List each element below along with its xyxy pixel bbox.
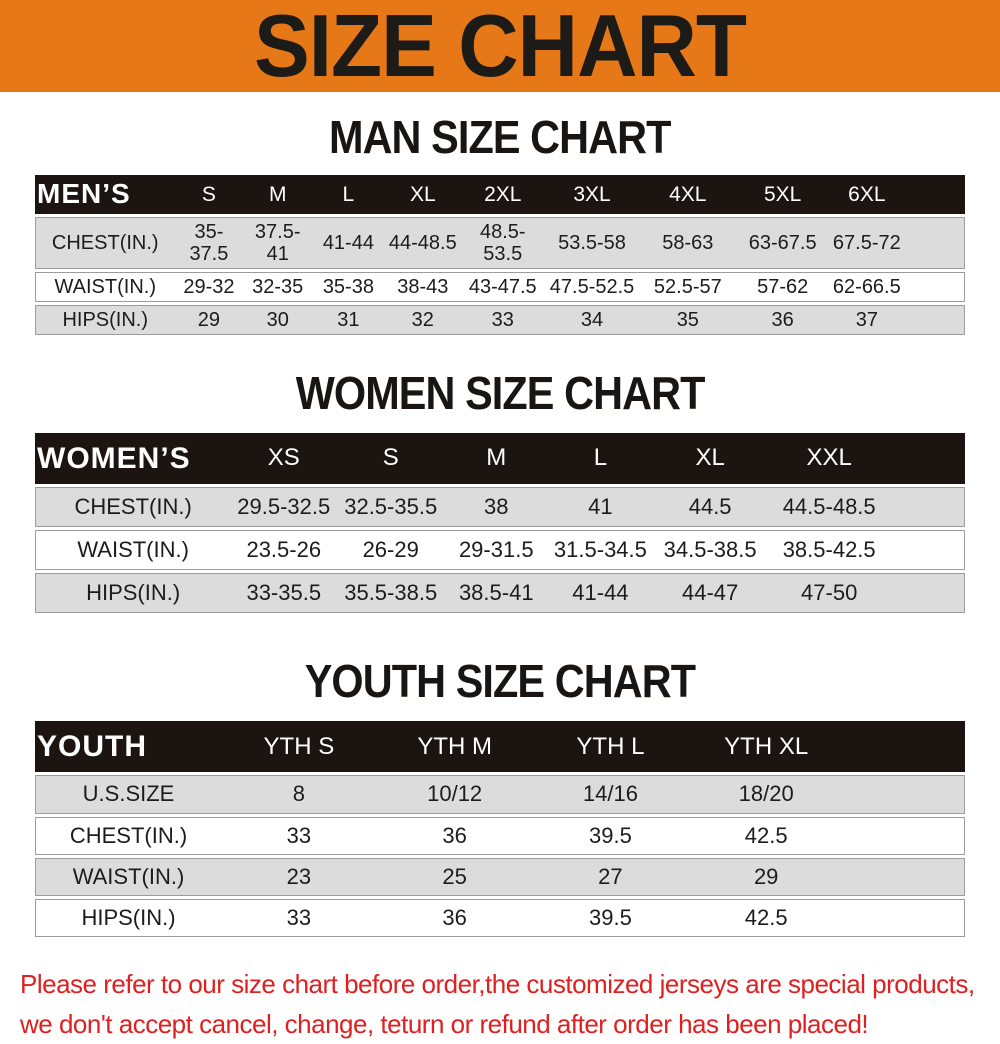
size-value-cell: 38-43 xyxy=(385,272,461,302)
size-chart-banner xyxy=(0,0,1000,95)
size-value-cell: 48.5-53.5 xyxy=(461,217,545,269)
size-value-cell: 37 xyxy=(829,305,904,335)
size-value-cell: 44-48.5 xyxy=(385,217,461,269)
row-filler-cell xyxy=(844,775,965,813)
size-value-cell: 30 xyxy=(243,305,312,335)
size-value-cell: 39.5 xyxy=(533,899,689,937)
order-policy-note xyxy=(20,964,1000,1044)
women-header-row xyxy=(35,433,965,484)
table-row xyxy=(35,487,965,527)
size-value-cell: 63-67.5 xyxy=(736,217,829,269)
size-value-cell: 43-47.5 xyxy=(461,272,545,302)
size-value-cell: 10/12 xyxy=(377,775,533,813)
size-value-cell: 29.5-32.5 xyxy=(230,487,337,527)
row-filler-cell xyxy=(844,858,965,896)
header-filler-cell xyxy=(844,721,965,772)
size-value-cell: 23.5-26 xyxy=(230,530,337,570)
size-value-cell: 57-62 xyxy=(736,272,829,302)
size-value-cell: 35.5-38.5 xyxy=(337,573,444,613)
size-value-cell: 33-35.5 xyxy=(230,573,337,613)
column-header: S xyxy=(175,175,244,214)
size-value-cell: 35-37.5 xyxy=(175,217,244,269)
size-value-cell: 38.5-42.5 xyxy=(768,530,891,570)
size-value-cell: 31.5-34.5 xyxy=(548,530,652,570)
table-row xyxy=(35,899,965,937)
header-filler-cell xyxy=(891,433,965,484)
row-label-cell: CHEST(IN.) xyxy=(35,217,175,269)
row-label-cell: HIPS(IN.) xyxy=(35,305,175,335)
size-value-cell: 8 xyxy=(221,775,377,813)
table-row xyxy=(35,858,965,896)
size-value-cell: 42.5 xyxy=(688,817,844,855)
table-title-cell: WOMEN’S xyxy=(35,433,230,484)
header-filler-cell xyxy=(905,175,966,214)
column-header: L xyxy=(548,433,652,484)
column-header: 5XL xyxy=(736,175,829,214)
size-value-cell: 34 xyxy=(545,305,640,335)
table-row xyxy=(35,272,965,302)
women-section-heading xyxy=(0,366,1000,419)
column-header: YTH M xyxy=(377,721,533,772)
table-row xyxy=(35,573,965,613)
table-row xyxy=(35,530,965,570)
size-value-cell: 39.5 xyxy=(533,817,689,855)
youth-section-heading-text: YOUTH SIZE CHART xyxy=(304,655,696,708)
size-value-cell: 35 xyxy=(639,305,736,335)
column-header: YTH L xyxy=(533,721,689,772)
row-filler-cell xyxy=(891,487,965,527)
size-value-cell: 44-47 xyxy=(652,573,767,613)
size-value-cell: 36 xyxy=(736,305,829,335)
column-header: L xyxy=(312,175,385,214)
size-value-cell: 31 xyxy=(312,305,385,335)
size-value-cell: 52.5-57 xyxy=(639,272,736,302)
size-value-cell: 23 xyxy=(221,858,377,896)
size-value-cell: 67.5-72 xyxy=(829,217,904,269)
men-size-table xyxy=(35,172,965,338)
size-value-cell: 38.5-41 xyxy=(444,573,548,613)
order-policy-line-1: Please refer to our size chart before order,the customized jerseys are special products, xyxy=(20,969,975,1000)
size-value-cell: 32-35 xyxy=(243,272,312,302)
size-value-cell: 33 xyxy=(461,305,545,335)
size-value-cell: 27 xyxy=(533,858,689,896)
row-filler-cell xyxy=(844,817,965,855)
size-value-cell: 44.5-48.5 xyxy=(768,487,891,527)
table-row xyxy=(35,775,965,813)
size-value-cell: 42.5 xyxy=(688,899,844,937)
youth-size-table xyxy=(35,718,965,940)
row-label-cell: HIPS(IN.) xyxy=(35,899,221,937)
women-size-table xyxy=(35,430,965,617)
column-header: XL xyxy=(385,175,461,214)
row-filler-cell xyxy=(891,573,965,613)
table-title-cell: YOUTH xyxy=(35,721,221,772)
row-filler-cell xyxy=(905,305,966,335)
row-label-cell: U.S.SIZE xyxy=(35,775,221,813)
size-value-cell: 33 xyxy=(221,817,377,855)
page-title: SIZE CHART xyxy=(253,0,747,95)
size-value-cell: 38 xyxy=(444,487,548,527)
man-section-heading-text: MAN SIZE CHART xyxy=(329,111,671,163)
size-value-cell: 29-32 xyxy=(175,272,244,302)
column-header: XL xyxy=(652,433,767,484)
column-header: M xyxy=(243,175,312,214)
youth-section-heading xyxy=(0,655,1000,708)
row-label-cell: CHEST(IN.) xyxy=(35,817,221,855)
row-label-cell: CHEST(IN.) xyxy=(35,487,230,527)
column-header: YTH XL xyxy=(688,721,844,772)
column-header: M xyxy=(444,433,548,484)
row-filler-cell xyxy=(905,217,966,269)
size-value-cell: 58-63 xyxy=(639,217,736,269)
column-header: 6XL xyxy=(829,175,904,214)
table-title-cell: MEN’S xyxy=(35,175,175,214)
women-section-heading-text: WOMEN SIZE CHART xyxy=(295,366,705,419)
size-value-cell: 41 xyxy=(548,487,652,527)
size-value-cell: 47.5-52.5 xyxy=(545,272,640,302)
size-value-cell: 62-66.5 xyxy=(829,272,904,302)
table-row xyxy=(35,817,965,855)
row-filler-cell xyxy=(905,272,966,302)
table-row xyxy=(35,217,965,269)
size-value-cell: 47-50 xyxy=(768,573,891,613)
size-value-cell: 29 xyxy=(175,305,244,335)
size-value-cell: 36 xyxy=(377,899,533,937)
size-value-cell: 41-44 xyxy=(548,573,652,613)
row-label-cell: WAIST(IN.) xyxy=(35,272,175,302)
row-filler-cell xyxy=(891,530,965,570)
column-header: YTH S xyxy=(221,721,377,772)
size-value-cell: 53.5-58 xyxy=(545,217,640,269)
column-header: 3XL xyxy=(545,175,640,214)
size-value-cell: 14/16 xyxy=(533,775,689,813)
column-header: XXL xyxy=(768,433,891,484)
column-header: XS xyxy=(230,433,337,484)
size-value-cell: 33 xyxy=(221,899,377,937)
size-value-cell: 41-44 xyxy=(312,217,385,269)
column-header: 2XL xyxy=(461,175,545,214)
table-row xyxy=(35,305,965,335)
row-label-cell: WAIST(IN.) xyxy=(35,530,230,570)
row-label-cell: WAIST(IN.) xyxy=(35,858,221,896)
size-value-cell: 18/20 xyxy=(688,775,844,813)
size-value-cell: 29 xyxy=(688,858,844,896)
size-value-cell: 32.5-35.5 xyxy=(337,487,444,527)
size-value-cell: 36 xyxy=(377,817,533,855)
size-value-cell: 35-38 xyxy=(312,272,385,302)
column-header: 4XL xyxy=(639,175,736,214)
youth-header-row xyxy=(35,721,965,772)
size-value-cell: 34.5-38.5 xyxy=(652,530,767,570)
column-header: S xyxy=(337,433,444,484)
size-value-cell: 26-29 xyxy=(337,530,444,570)
size-value-cell: 29-31.5 xyxy=(444,530,548,570)
row-filler-cell xyxy=(844,899,965,937)
men-header-row xyxy=(35,175,965,214)
size-value-cell: 25 xyxy=(377,858,533,896)
order-policy-line-2: we don't accept cancel, change, teturn or refund after order has been placed! xyxy=(20,1009,869,1040)
size-value-cell: 32 xyxy=(385,305,461,335)
man-section-heading xyxy=(0,111,1000,163)
row-label-cell: HIPS(IN.) xyxy=(35,573,230,613)
size-value-cell: 44.5 xyxy=(652,487,767,527)
size-value-cell: 37.5-41 xyxy=(243,217,312,269)
